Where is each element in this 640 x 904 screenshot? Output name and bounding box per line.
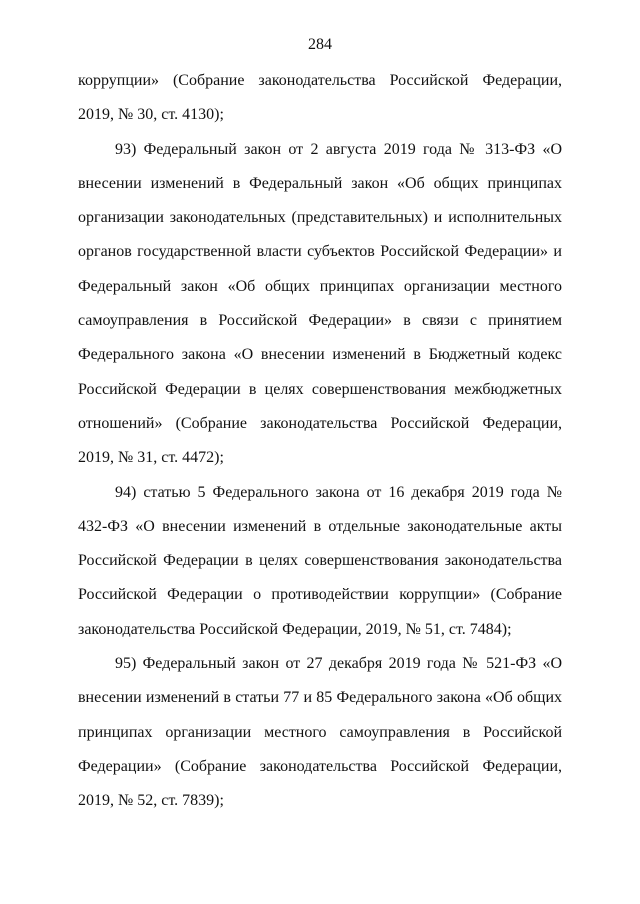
document-body xyxy=(78,64,562,819)
paragraph-item-93: 93) Федеральный закон от 2 августа 2019 года № 313-ФЗ «О внесении изменений в Федеральный закон «Об общих принципах организации законодательных (представительных) и исполнительных органов государственной власти субъектов Российской Федерации» и Федеральный закон «Об общих принципах организации местного самоуправления в Российской Федерации» в связи с принятием Федерального закона «О внесении изменений в Бюджетный кодекс Российской Федерации в целях совершенствования межбюджетных отношений» (Собрание законодательства Российской Федерации, 2019, № 31, ст. 4472); xyxy=(78,140,562,467)
paragraph-item-94: 94) статью 5 Федерального закона от 16 декабря 2019 года № 432-ФЗ «О внесении изменений в отдельные законодательные акты Российской Федерации в целях совершенствования законодательства Российской Федерации о противодействии коррупции» (Собрание законодательства Российской Федерации, 2019, № 51, ст. 7484); xyxy=(78,483,562,638)
paragraph-continuation: коррупции» (Собрание законодательства Российской Федерации, 2019, № 30, ст. 4130); xyxy=(78,72,562,124)
page-number: 284 xyxy=(308,36,332,53)
paragraph-item-95: 95) Федеральный закон от 27 декабря 2019 года № 521-ФЗ «О внесении изменений в статьи 77 и 85 Федерального закона «Об общих принципах организации местного самоуправления в Российской Федерации» (Собрание законодательства Российской Федерации, 2019, № 52, ст. 7839); xyxy=(78,655,562,810)
